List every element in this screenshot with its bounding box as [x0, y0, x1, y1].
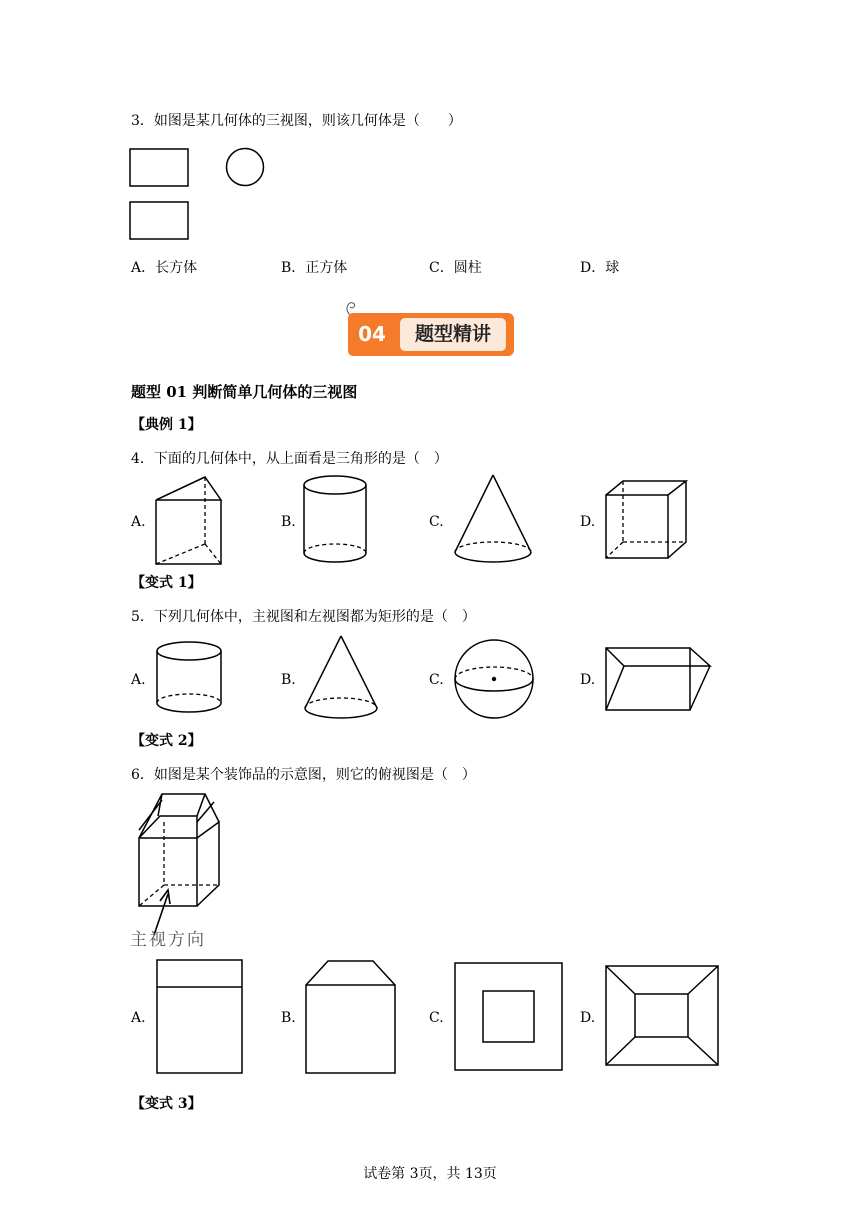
example-1-label: 【典例 1】 — [131, 417, 202, 433]
variant-2-label: 【变式 2】 — [131, 733, 202, 749]
q6-option-c-figure — [452, 960, 566, 1074]
cylinder-figure-2 — [153, 639, 227, 717]
q5-label-a: A. — [131, 672, 146, 688]
section-title: 题型 01 判断简单几何体的三视图 — [131, 383, 358, 401]
q6-option-d-figure — [603, 963, 723, 1069]
q6-option-a-figure — [154, 958, 246, 1076]
q5-label-d: D. — [580, 672, 596, 688]
variant-3-label: 【变式 3】 — [131, 1096, 202, 1112]
question-3-stem: 3．如图是某几何体的三视图，则该几何体是（ ） — [131, 113, 462, 129]
q4-label-a: A. — [131, 514, 146, 530]
q3-option-b: B．正方体 — [281, 260, 348, 276]
page-footer: 试卷第 3页，共 13页 — [363, 1166, 497, 1182]
oblique-prism-figure — [603, 645, 715, 713]
q6-label-a: A. — [131, 1010, 146, 1026]
q5-label-b: B. — [281, 672, 296, 688]
section-banner — [348, 313, 514, 356]
q5-label-c: C. — [429, 672, 444, 688]
q6-label-c: C. — [429, 1010, 444, 1026]
q4-label-d: D. — [580, 514, 596, 530]
cube-figure — [602, 478, 692, 564]
q3-option-a: A．长方体 — [131, 260, 198, 276]
question-6-stem: 6．如图是某个装饰品的示意图，则它的俯视图是（ ） — [131, 767, 476, 783]
cone-figure-2 — [302, 633, 382, 723]
variant-1-label: 【变式 1】 — [131, 575, 202, 591]
question-5-stem: 5．下列几何体中，主视图和左视图都为矩形的是（ ） — [131, 609, 476, 625]
side-view-rectangle — [130, 202, 188, 239]
q6-option-b-figure — [302, 958, 400, 1076]
sphere-figure — [452, 638, 538, 722]
banner-number: 04 — [348, 313, 396, 356]
q4-label-b: B. — [281, 514, 296, 530]
q3-option-d: D．球 — [580, 260, 620, 276]
q3-option-c: C．圆柱 — [429, 260, 482, 276]
top-view-circle — [227, 149, 264, 186]
q6-label-b: B. — [281, 1010, 296, 1026]
q4-label-c: C. — [429, 514, 444, 530]
ornament-figure — [134, 790, 234, 940]
triangular-prism-figure — [150, 472, 230, 567]
banner-title: 题型精讲 — [400, 318, 506, 351]
q6-label-d: D. — [580, 1010, 596, 1026]
cylinder-figure — [300, 474, 372, 564]
front-view-rectangle — [130, 149, 188, 186]
question-4-stem: 4．下面的几何体中，从上面看是三角形的是（ ） — [131, 451, 448, 467]
three-view-figure — [128, 145, 268, 243]
cone-figure — [452, 472, 536, 567]
view-direction-caption: 主视方向 — [130, 930, 206, 950]
